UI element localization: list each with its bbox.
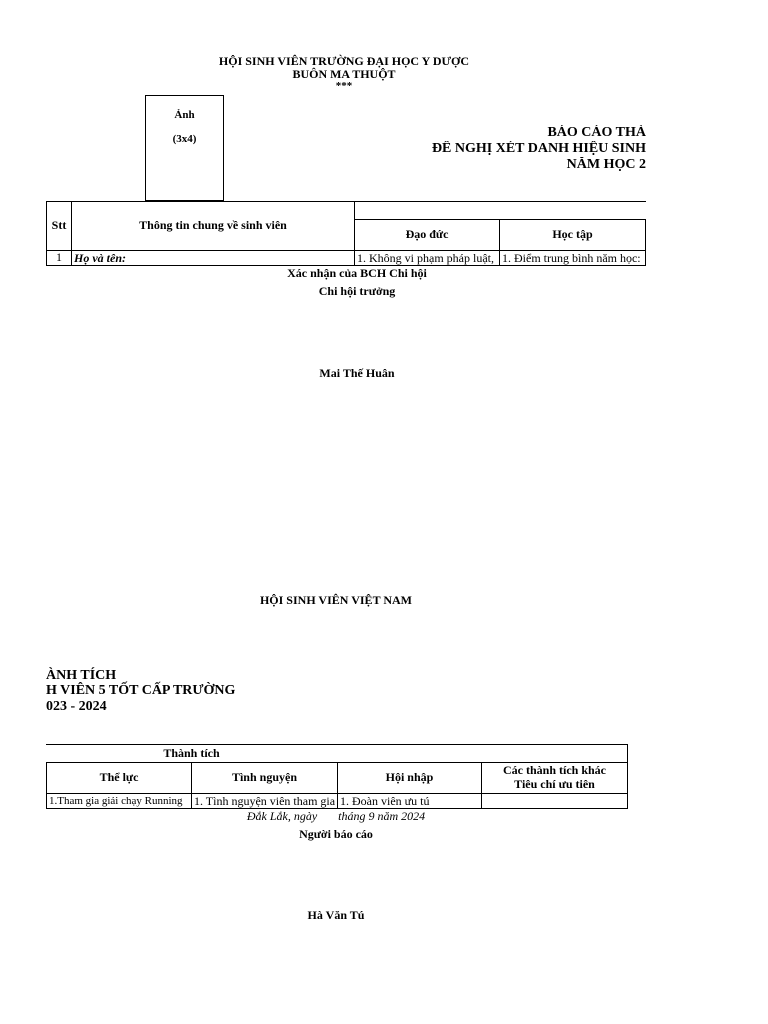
col-header-other-line-1: Các thành tích khác — [502, 763, 606, 778]
col-header-ethics: Đạo đức — [354, 219, 500, 251]
org-stars: *** — [335, 80, 353, 92]
confirm-title: Xác nhận của BCH Chi hội — [287, 266, 427, 280]
org-line-1: HỘI SINH VIÊN TRƯỜNG ĐẠI HỌC Y DƯỢC — [218, 54, 470, 68]
col-header-stt: Stt — [46, 201, 72, 251]
confirm-signer-name: Mai Thế Huân — [319, 366, 395, 380]
col-header-integration: Hội nhập — [337, 762, 482, 794]
row1-volunteer: 1. Tình nguyện viên tham gia — [191, 793, 338, 809]
group-header-achievements: Thành tích — [163, 746, 220, 760]
table-right-rule — [627, 744, 628, 762]
org-line-2: BUÔN MA THUỘT — [292, 67, 396, 81]
report-title-line-3: NĂM HỌC 2 — [566, 157, 646, 172]
col-header-info: Thông tin chung về sinh viên — [71, 201, 355, 251]
row1-stt: 1 — [46, 250, 72, 266]
col-header-study: Học tập — [499, 219, 646, 251]
title-cont-line-1: ÀNH TÍCH — [46, 668, 117, 683]
row1-ethics: 1. Không vi phạm pháp luật, — [354, 250, 500, 266]
photo-size: (3x4) — [172, 133, 197, 145]
row1-other — [481, 793, 628, 809]
confirm-role: Chi hội trưởng — [318, 284, 396, 298]
reporter-role: Người báo cáo — [299, 827, 373, 841]
col-header-other-line-2: Tiêu chí ưu tiên — [514, 777, 595, 791]
row1-fitness: 1.Tham gia giải chạy Running — [46, 793, 192, 809]
date-line: Đắk Lắk, ngày tháng 9 năm 2024 — [246, 809, 426, 823]
photo-label: Ảnh — [174, 109, 195, 121]
col-header-other — [481, 762, 628, 794]
reporter-name: Hà Văn Tú — [307, 908, 365, 922]
row1-study: 1. Điểm trung bình năm học: — [499, 250, 646, 266]
title-cont-line-3: 023 - 2024 — [46, 699, 107, 714]
col-header-fitness: Thể lực — [46, 762, 192, 794]
org-name: HỘI SINH VIÊN VIỆT NAM — [259, 593, 413, 607]
table-top-rule — [46, 744, 628, 745]
photo-placeholder — [145, 95, 224, 201]
group-header-rule — [354, 201, 646, 202]
row1-integration: 1. Đoàn viên ưu tú — [337, 793, 482, 809]
report-title-line-1: BÁO CÁO THÀ — [547, 125, 646, 140]
title-cont-line-2: H VIÊN 5 TỐT CẤP TRƯỜNG — [46, 683, 236, 698]
report-title-line-2: ĐỀ NGHỊ XÉT DANH HIỆU SINH — [431, 141, 646, 156]
row1-name-label: Họ và tên: — [71, 250, 355, 266]
col-header-volunteer: Tình nguyện — [191, 762, 338, 794]
